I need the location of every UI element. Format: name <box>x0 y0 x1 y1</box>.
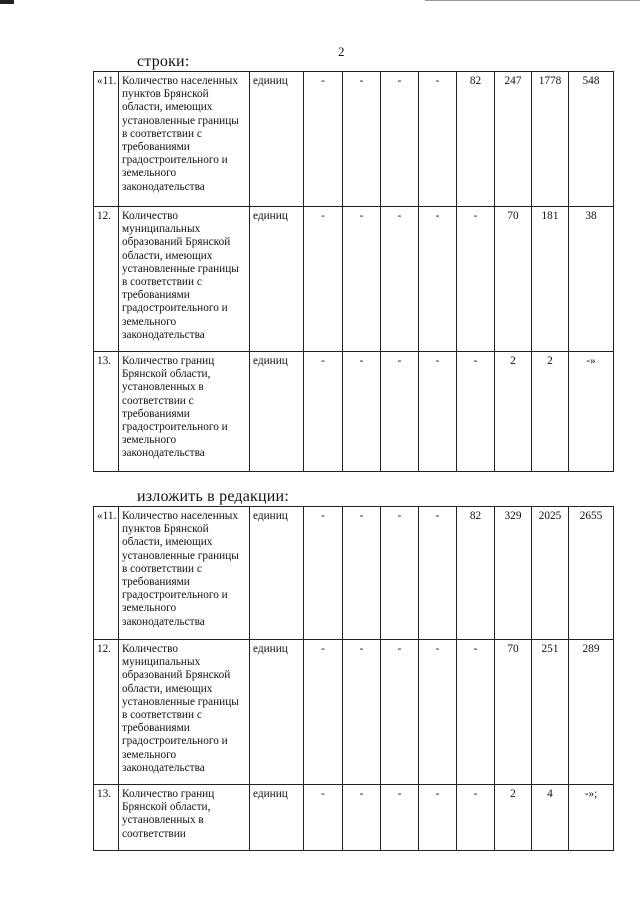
value-cell: 82 <box>457 507 495 640</box>
value-cell: - <box>381 785 419 851</box>
value-cell: - <box>419 640 457 785</box>
table-row <box>94 640 614 785</box>
value-cell: 181 <box>532 207 569 352</box>
value-cell: - <box>381 507 419 640</box>
value-cell: 2 <box>495 352 532 472</box>
value-cell: 548 <box>569 72 614 207</box>
value-cell: 82 <box>457 72 495 207</box>
section-label-old: строки: <box>137 53 190 70</box>
row-number: 13. <box>94 352 119 472</box>
value-cell: - <box>343 785 381 851</box>
value-cell: 2 <box>495 785 532 851</box>
value-cell: 70 <box>495 207 532 352</box>
value-cell: - <box>419 207 457 352</box>
value-cell: - <box>381 207 419 352</box>
unit-cell: единиц <box>250 785 304 851</box>
row-number: «11. <box>94 72 119 207</box>
value-cell: - <box>343 72 381 207</box>
value-cell: - <box>343 640 381 785</box>
value-cell: 70 <box>495 640 532 785</box>
value-cell: - <box>304 640 343 785</box>
value-cell: - <box>381 352 419 472</box>
value-cell: - <box>457 785 495 851</box>
indicator-name: Количество границ Брянской области, установленных в соответствии с требованиями градостроительного и земельного законодательства <box>119 352 250 472</box>
value-cell: - <box>304 352 343 472</box>
value-cell: 1778 <box>532 72 569 207</box>
value-cell: 251 <box>532 640 569 785</box>
indicator-name: Количество границ Брянской области, установленных в соответствии <box>119 785 250 851</box>
value-cell: 329 <box>495 507 532 640</box>
value-cell: - <box>419 352 457 472</box>
table-row <box>94 507 614 640</box>
value-cell: 2025 <box>532 507 569 640</box>
indicator-name: Количество населенных пунктов Брянской области, имеющих установленные границы в соответствии с требованиями градостроительного и земельного законодательства <box>119 507 250 640</box>
indicator-name: Количество муниципальных образований Брянской области, имеющих установленные границы в соответствии с требованиями градостроительного и земельного законодательства <box>119 207 250 352</box>
row-number: «11. <box>94 507 119 640</box>
row-number: 12. <box>94 207 119 352</box>
value-cell: - <box>419 507 457 640</box>
value-cell: - <box>304 72 343 207</box>
value-cell: - <box>457 352 495 472</box>
value-cell: - <box>343 507 381 640</box>
unit-cell: единиц <box>250 207 304 352</box>
unit-cell: единиц <box>250 507 304 640</box>
value-cell: - <box>343 207 381 352</box>
unit-cell: единиц <box>250 640 304 785</box>
section-label-new: изложить в редакции: <box>137 488 289 505</box>
table-row <box>94 72 614 207</box>
value-cell: 38 <box>569 207 614 352</box>
indicators-table-new <box>93 506 614 851</box>
indicators-table-old <box>93 71 614 472</box>
table-row <box>94 785 614 851</box>
scan-edge-mark <box>0 0 14 4</box>
value-cell: - <box>457 640 495 785</box>
indicator-name: Количество населенных пунктов Брянской области, имеющих установленные границы в соответствии с требованиями градостроительного и земельного законодательства <box>119 72 250 207</box>
value-cell: - <box>304 207 343 352</box>
value-cell: 247 <box>495 72 532 207</box>
table-row <box>94 352 614 472</box>
value-cell: - <box>457 207 495 352</box>
value-cell: - <box>304 785 343 851</box>
value-cell: -» <box>569 352 614 472</box>
value-cell: 4 <box>532 785 569 851</box>
unit-cell: единиц <box>250 352 304 472</box>
value-cell: - <box>419 785 457 851</box>
scan-edge-line <box>425 0 640 1</box>
value-cell: 289 <box>569 640 614 785</box>
row-number: 13. <box>94 785 119 851</box>
value-cell: - <box>419 72 457 207</box>
value-cell: - <box>381 72 419 207</box>
value-cell: 2 <box>532 352 569 472</box>
value-cell: - <box>304 507 343 640</box>
indicator-name: Количество муниципальных образований Брянской области, имеющих установленные границы в соответствии с требованиями градостроительного и земельного законодательства <box>119 640 250 785</box>
row-number: 12. <box>94 640 119 785</box>
value-cell: 2655 <box>569 507 614 640</box>
page-number: 2 <box>338 44 345 59</box>
unit-cell: единиц <box>250 72 304 207</box>
value-cell: - <box>343 352 381 472</box>
value-cell: -»; <box>569 785 614 851</box>
value-cell: - <box>381 640 419 785</box>
table-row <box>94 207 614 352</box>
